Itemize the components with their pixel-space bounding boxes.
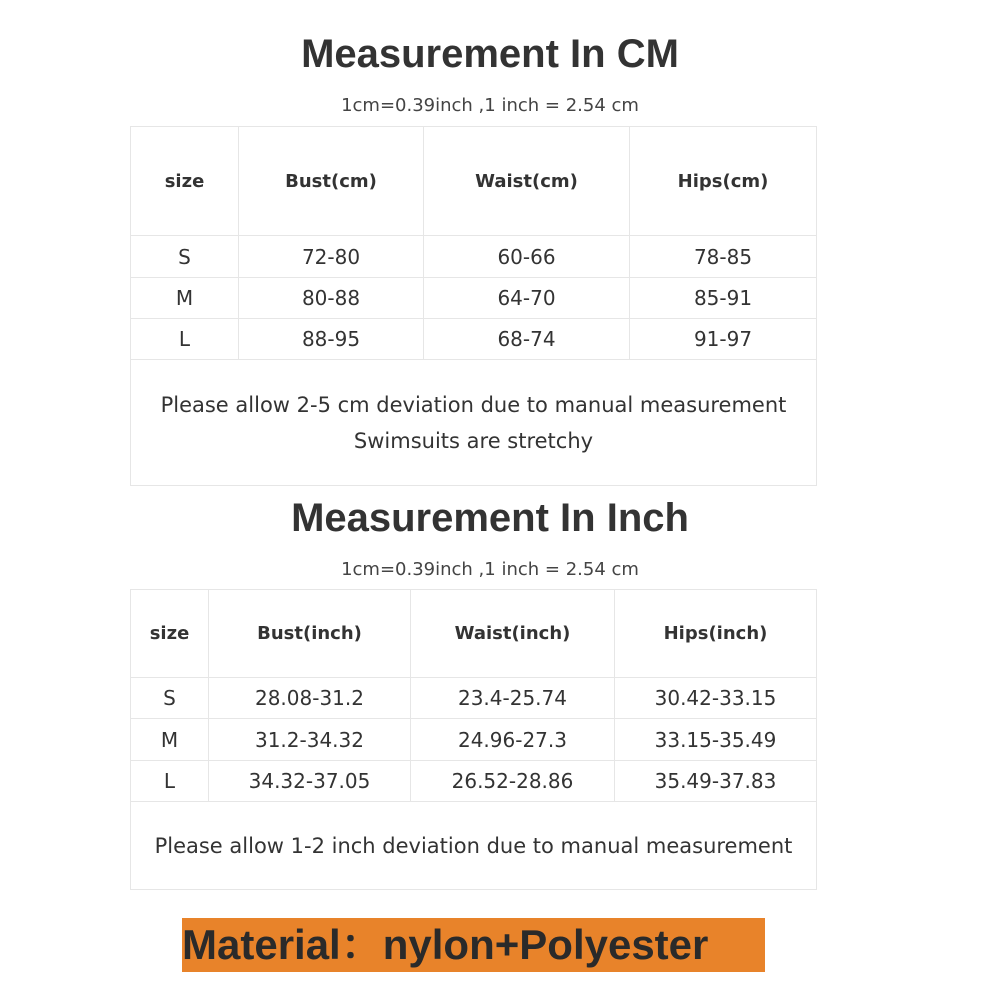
header-waist: Waist(cm) [424,127,630,236]
cm-conversion-note: 1cm=0.39inch ,1 inch = 2.54 cm [341,95,639,116]
header-size: size [131,127,239,236]
bust-cell: 88-95 [239,319,424,360]
material-separator: ： [340,921,383,968]
waist-cell: 64-70 [424,278,630,319]
hips-cell: 30.42-33.15 [615,678,817,719]
size-cell: S [131,236,239,278]
stretch-note-line: Swimsuits are stretchy [353,428,594,453]
header-size: size [131,590,209,678]
hips-cell: 35.49-37.83 [615,761,817,802]
waist-cell: 60-66 [424,236,630,278]
header-hips: Hips(inch) [615,590,817,678]
inch-title: Measurement In Inch [291,496,689,540]
table-note-row [131,360,817,486]
hips-cell: 33.15-35.49 [615,719,817,761]
hips-cell: 85-91 [630,278,817,319]
size-cell: S [131,678,209,719]
waist-cell: 24.96-27.3 [411,719,615,761]
waist-cell: 23.4-25.74 [411,678,615,719]
material-label: Material [182,921,341,968]
hips-cell: 78-85 [630,236,817,278]
bust-cell: 80-88 [239,278,424,319]
cm-size-table [130,126,817,486]
material-banner [182,918,765,972]
inch-size-table [130,589,817,890]
inch-conversion-note: 1cm=0.39inch ,1 inch = 2.54 cm [341,559,639,580]
bust-cell: 34.32-37.05 [209,761,411,802]
header-bust: Bust(cm) [239,127,424,236]
size-cell: L [131,319,239,360]
deviation-note [131,360,817,486]
hips-cell: 91-97 [630,319,817,360]
bust-cell: 28.08-31.2 [209,678,411,719]
waist-cell: 68-74 [424,319,630,360]
cm-title: Measurement In CM [301,32,679,76]
table-header-row [131,590,817,678]
size-cell: M [131,719,209,761]
bust-cell: 31.2-34.32 [209,719,411,761]
header-bust: Bust(inch) [209,590,411,678]
size-cell: M [131,278,239,319]
table-row [131,236,817,278]
table-note-row [131,802,817,890]
size-cell: L [131,761,209,802]
table-header-row [131,127,817,236]
header-waist: Waist(inch) [411,590,615,678]
table-row [131,319,817,360]
header-hips: Hips(cm) [630,127,817,236]
table-row [131,278,817,319]
deviation-note: Please allow 1-2 inch deviation due to manual measurement [131,802,817,890]
bust-cell: 72-80 [239,236,424,278]
table-row [131,678,817,719]
table-row [131,761,817,802]
deviation-note-line: Please allow 2-5 cm deviation due to manual measurement [160,392,787,417]
material-value: nylon+Polyester [382,921,709,968]
table-row [131,719,817,761]
waist-cell: 26.52-28.86 [411,761,615,802]
